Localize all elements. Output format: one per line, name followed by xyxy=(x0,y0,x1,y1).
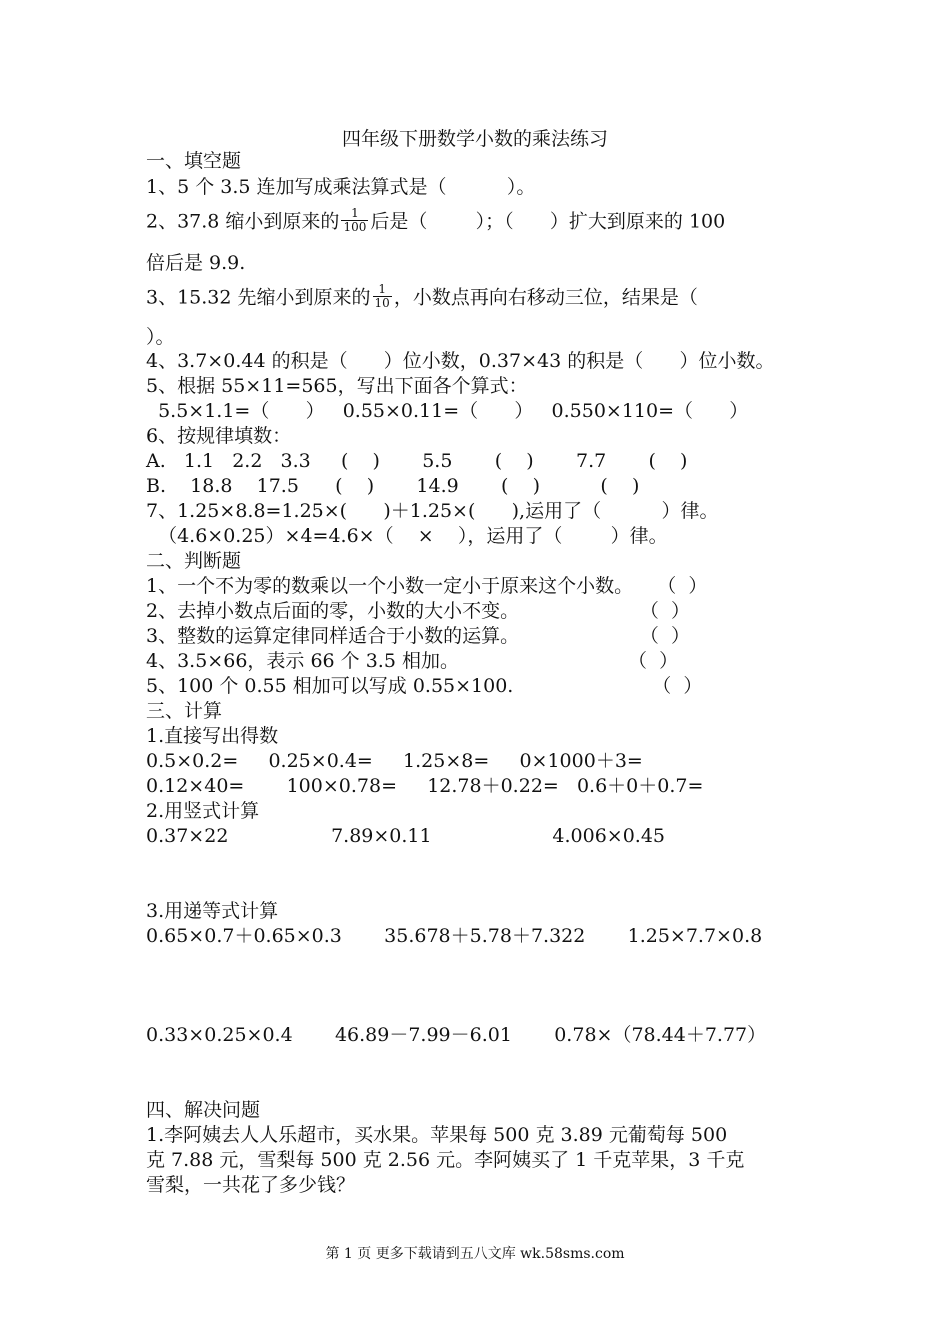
question-1-2-continued: 倍后是 9.9. xyxy=(146,252,246,274)
calc-part-1-row-1: 0.5×0.2= 0.25×0.4= 1.25×8= 0×1000＋3= xyxy=(146,750,643,772)
fraction-1-10 xyxy=(373,283,392,310)
problem-1-line-3: 雪梨，一共花了多少钱？ xyxy=(146,1174,356,1196)
section-heading-calculation: 三、计算 xyxy=(146,700,223,722)
calc-part-3-title: 3.用递等式计算 xyxy=(146,900,279,922)
calc-part-2-title: 2.用竖式计算 xyxy=(146,800,260,822)
question-1-3 xyxy=(146,282,698,312)
question-1-2 xyxy=(146,206,726,236)
question-1-6-row-a: A. 1.1 2.2 3.3 ( ) 5.5 ( ) 7.7 ( ) xyxy=(146,450,688,472)
fraction-numerator: 1 xyxy=(373,283,392,297)
question-1-3-part-b: ，小数点再向右移动三位，结果是（ xyxy=(393,286,698,309)
question-1-6-row-b: B. 18.8 17.5 ( ) 14.9 ( ) ( ) xyxy=(146,475,640,497)
question-1-5-items: 5.5×1.1=（ ） 0.55×0.11=（ ） 0.550×110=（ ） xyxy=(146,400,749,422)
section-heading-judgment: 二、判断题 xyxy=(146,550,242,572)
question-1-3-part-a: 3、15.32 先缩小到原来的 xyxy=(146,286,371,309)
calc-part-1-row-2: 0.12×40= 100×0.78= 12.78＋0.22= 0.6＋0＋0.7= xyxy=(146,775,704,797)
question-1-7: 7、1.25×8.8=1.25×( )＋1.25×( ),运用了（ ）律。 xyxy=(146,500,719,522)
question-1-5: 5、根据 55×11=565，写出下面各个算式： xyxy=(146,375,528,397)
fraction-denominator: 10 xyxy=(374,296,390,310)
question-1-7-second: （4.6×0.25）×4=4.6×（ × ），运用了（ ）律。 xyxy=(146,525,668,547)
question-1-1: 1、5 个 3.5 连加写成乘法算式是（ ）。 xyxy=(146,176,536,198)
fraction-1-100 xyxy=(341,207,368,234)
calc-part-3-row-2: 0.33×0.25×0.4 46.89－7.99－6.01 0.78×（78.44＋7.77） xyxy=(146,1024,767,1046)
judgment-item: 2、去掉小数点后面的零，小数的大小不变。 （ ） xyxy=(146,600,690,622)
calc-part-2-row: 0.37×22 7.89×0.11 4.006×0.45 xyxy=(146,825,666,847)
judgment-item: 5、100 个 0.55 相加可以写成 0.55×100. （ ） xyxy=(146,675,703,697)
judgment-item: 4、3.5×66，表示 66 个 3.5 相加。 （ ） xyxy=(146,650,679,672)
question-1-2-part-b: 后是（ ）；（ ）扩大到原来的 100 xyxy=(370,210,726,233)
calc-part-3-row-1: 0.65×0.7＋0.65×0.3 35.678＋5.78＋7.322 1.25×7.7×0.8 xyxy=(146,925,763,947)
fraction-denominator: 100 xyxy=(343,220,367,234)
problem-1-line-1: 1.李阿姨去人人乐超市，买水果。苹果每 500 克 3.89 元葡萄每 500 xyxy=(146,1124,728,1146)
question-1-2-part-a: 2、37.8 缩小到原来的 xyxy=(146,210,340,233)
page-title: 四年级下册数学小数的乘法练习 xyxy=(341,128,608,150)
question-1-6: 6、按规律填数： xyxy=(146,425,292,447)
judgment-item: 3、整数的运算定律同样适合于小数的运算。 （ ） xyxy=(146,625,690,647)
question-1-4: 4、3.7×0.44 的积是（ ）位小数，0.37×43 的积是（ ）位小数。 xyxy=(146,350,775,372)
judgment-item: 1、一个不为零的数乘以一个小数一定小于原来这个小数。 （ ） xyxy=(146,575,708,597)
section-heading-fill-in: 一、填空题 xyxy=(146,150,242,172)
section-heading-problems: 四、解决问题 xyxy=(146,1099,261,1121)
question-1-3-continued: ）。 xyxy=(146,326,175,348)
problem-1-line-2: 克 7.88 元，雪梨每 500 克 2.56 元。李阿姨买了 1 千克苹果，3 千克 xyxy=(146,1149,745,1171)
page-footer: 第 1 页 更多下载请到五八文库 wk.58sms.com xyxy=(325,1246,625,1262)
calc-part-1-title: 1.直接写出得数 xyxy=(146,725,279,747)
fraction-numerator: 1 xyxy=(341,207,368,221)
